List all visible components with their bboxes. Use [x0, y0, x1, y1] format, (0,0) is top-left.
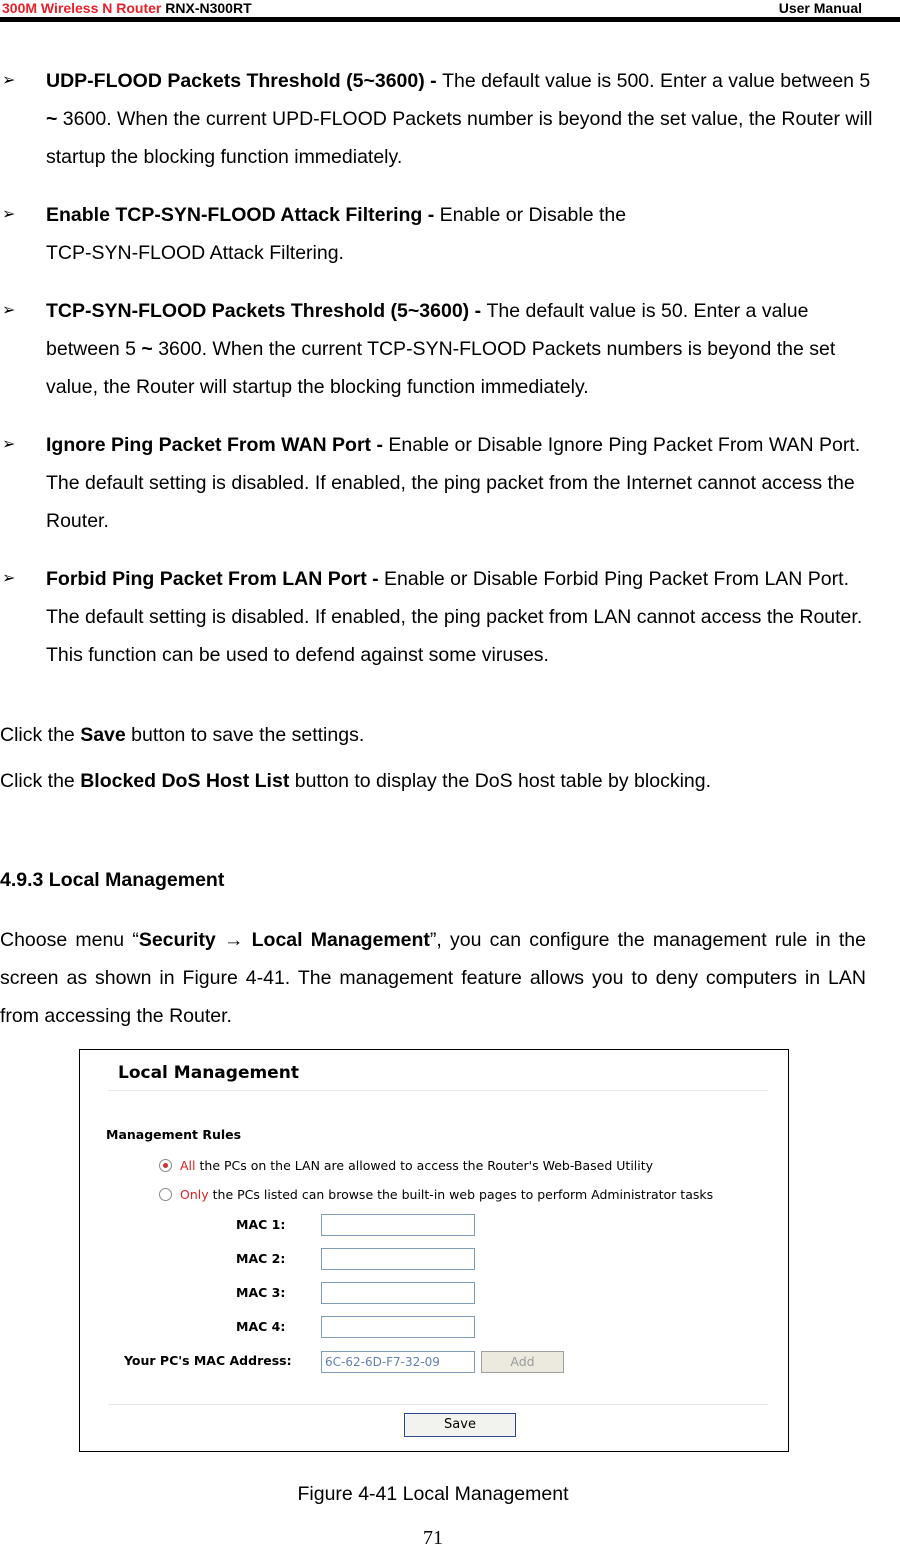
header-manual: User Manual	[778, 0, 862, 16]
click-save-paragraph	[0, 716, 364, 754]
radio-button-checked[interactable]	[159, 1159, 172, 1172]
mac2-input[interactable]	[321, 1248, 475, 1270]
para-text: Choose menu “	[0, 929, 139, 951]
intro-paragraph	[0, 921, 866, 1035]
mac3-input[interactable]	[321, 1282, 475, 1304]
radio-button[interactable]	[159, 1188, 172, 1201]
menu-path-security: Security	[138, 929, 216, 951]
para-text: Click the	[0, 724, 81, 746]
bullet-item	[0, 62, 880, 176]
bullet-text-cont: 3600. When the current UPD-FLOOD Packets number is beyond the set value, the Router will startup the blocking function immediately.	[46, 108, 873, 168]
bullet-text: Enable or Disable Ignore Ping Packet From WAN Port. The default setting is disabled. If enabled, the ping packet from the Internet cannot access the Router.	[46, 434, 861, 532]
menu-path-local-management: Local Management	[251, 929, 430, 951]
bullet-text: Enable or Disable Forbid Ping Packet From LAN Port. The default setting is disabled. If enabled, the ping packet from LAN cannot access the Router. This function can be used to defend against some viruses.	[46, 568, 863, 666]
header-product	[2, 0, 252, 16]
figure-divider-bottom	[108, 1404, 768, 1405]
header-model: RNX-N300RT	[161, 0, 252, 16]
mac1-input[interactable]	[321, 1214, 475, 1236]
bullet-term: Forbid Ping Packet From LAN Port -	[46, 568, 385, 590]
bullet-text: The default value is 500. Enter a value between 5	[442, 70, 871, 92]
bullet-term: UDP-FLOOD Packets Threshold (5~3600) -	[46, 70, 443, 92]
bullet-arrow-icon: ➢	[2, 570, 16, 587]
your-mac-label: Your PC's MAC Address:	[124, 1353, 292, 1368]
bullet-arrow-icon: ➢	[2, 206, 16, 223]
bullet-tilde: ~	[46, 108, 58, 130]
header-brand: 300M Wireless N Router	[2, 0, 162, 16]
bullet-text-cont: TCP-SYN-FLOOD Attack Filtering.	[46, 242, 344, 264]
bullet-text: The default value is 50. Enter a value between 5	[46, 300, 809, 360]
bullet-item	[0, 426, 880, 540]
mac3-label: MAC 3:	[236, 1285, 286, 1300]
bullet-list	[0, 62, 880, 694]
bullet-term: Ignore Ping Packet From WAN Port -	[46, 434, 389, 456]
radio-label-highlight: All	[180, 1158, 196, 1173]
figure-screenshot	[79, 1049, 789, 1452]
radio-label: the PCs listed can browse the built-in web pages to perform Administrator tasks	[212, 1187, 714, 1202]
bullet-term: Enable TCP-SYN-FLOOD Attack Filtering -	[46, 204, 440, 226]
save-button[interactable]: Save	[404, 1413, 516, 1437]
page-header	[0, 0, 900, 22]
mac4-label: MAC 4:	[236, 1319, 286, 1334]
radio-label-highlight: Only	[180, 1187, 209, 1202]
menu-arrow: →	[215, 929, 252, 951]
radio-label: the PCs on the LAN are allowed to access the Router's Web-Based Utility	[199, 1158, 654, 1173]
bullet-item	[0, 196, 880, 272]
click-blocked-paragraph	[0, 762, 711, 800]
add-button[interactable]: Add	[481, 1351, 564, 1373]
bullet-text: Enable or Disable the	[439, 204, 627, 226]
para-text: button to display the DoS host table by blocking.	[289, 770, 712, 792]
para-text: Click the	[0, 770, 81, 792]
bullet-arrow-icon: ➢	[2, 436, 16, 453]
radio-only-listed[interactable]	[159, 1187, 713, 1202]
header-rule	[0, 17, 900, 22]
bullet-item	[0, 292, 880, 406]
bullet-arrow-icon: ➢	[2, 72, 16, 89]
mac4-input[interactable]	[321, 1316, 475, 1338]
figure-caption: Figure 4-41 Local Management	[297, 1483, 569, 1505]
mac1-label: MAC 1:	[236, 1217, 286, 1232]
page-number: 71	[423, 1527, 443, 1549]
para-text: button to save the settings.	[125, 724, 365, 746]
your-mac-field[interactable]: 6C-62-6D-F7-32-09	[321, 1351, 475, 1373]
bullet-text-cont: 3600. When the current TCP-SYN-FLOOD Packets numbers is beyond the set value, the Router will startup the blocking function immediately.	[46, 338, 836, 398]
mac2-label: MAC 2:	[236, 1251, 286, 1266]
section-title: 4.9.3 Local Management	[0, 869, 225, 891]
para-bold: Blocked DoS Host List	[80, 770, 290, 792]
bullet-item	[0, 560, 880, 674]
figure-divider	[108, 1090, 768, 1091]
para-text: ”, you can configure the management rule in the screen as shown in Figure 4-41. The management feature allows you to deny computers in LAN from accessing the Router.	[0, 929, 866, 1027]
bullet-arrow-icon: ➢	[2, 302, 16, 319]
bullet-term: TCP-SYN-FLOOD Packets Threshold (5~3600) -	[46, 300, 487, 322]
para-bold: Save	[80, 724, 126, 746]
management-rules-heading: Management Rules	[106, 1127, 242, 1142]
bullet-tilde: ~	[141, 338, 153, 360]
figure-title: Local Management	[118, 1063, 299, 1083]
radio-all-pcs[interactable]	[159, 1158, 653, 1173]
